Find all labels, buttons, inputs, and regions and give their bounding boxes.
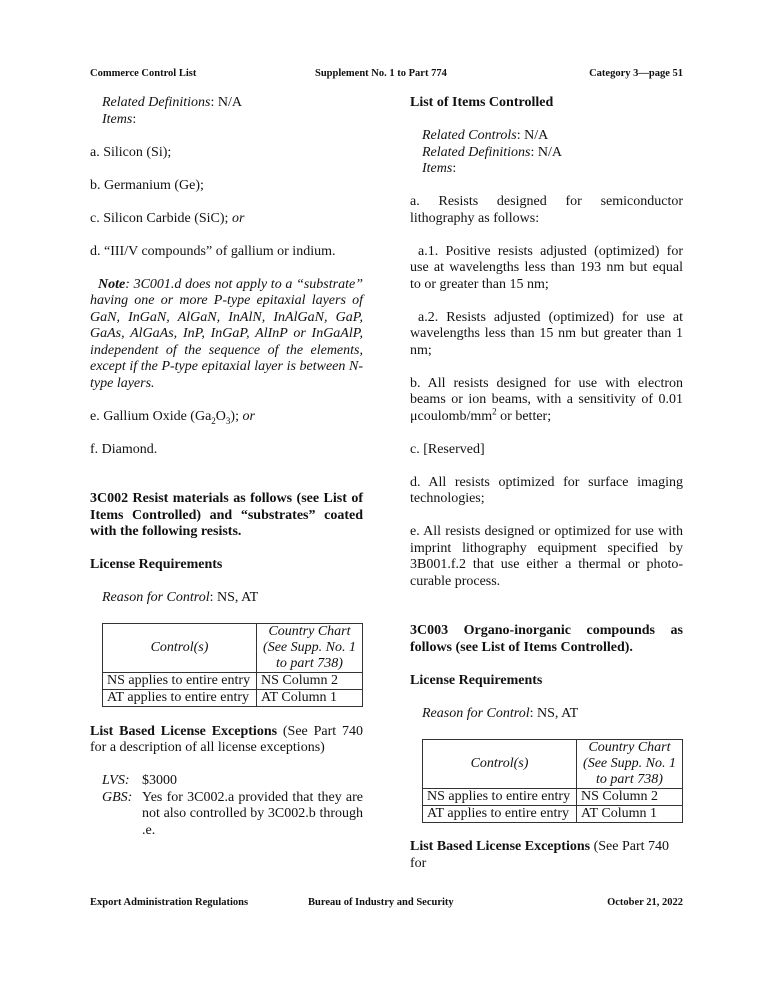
note: Note: 3C001.d does not apply to a “substrate” having one or more P-type epitaxial layers of GaN, InGaN, AlGaN, InAlN, InAlGaN, GaP, GaAs, AlGaAs, InP, InGaP, AlInP or InGaAlP, independent of the sequence of the elements, except if the P-type epitaxial layer is between N-type layers.	[90, 276, 363, 391]
left-column	[90, 95, 363, 839]
list-item: d. All resists optimized for surface imaging technologies;	[410, 474, 683, 506]
list-item: a. Resists designed for semiconductor lithography as follows:	[410, 194, 683, 226]
header-control: Control(s)	[103, 624, 257, 673]
footer-center: Bureau of Industry and Security	[308, 897, 454, 908]
lble-paragraph: List Based License Exceptions (See Part 740 for	[410, 839, 670, 871]
items-label: Items:	[102, 111, 137, 127]
lble-paragraph: List Based License Exceptions (See Part 740 for a description of all license exceptions)	[90, 723, 363, 755]
reason-for-control: Reason for Control: NS, AT	[102, 590, 259, 605]
related-definitions: Related Definitions: N/A	[422, 144, 562, 160]
list-item: b. Germanium (Ge);	[90, 177, 204, 193]
list-item: a. Silicon (Si);	[90, 144, 172, 160]
exception-gbs: GBS: Yes for 3C002.a provided that they are not also controlled by 3C002.b through .e.	[102, 789, 363, 838]
entry-heading-3c003: 3C003 Organo-inorganic compounds as follows (see List of Items Controlled).	[410, 623, 683, 655]
header-country-chart: Country Chart (See Supp. No. 1 to part 738)	[257, 624, 363, 673]
country-chart-table	[102, 623, 363, 707]
list-item: a.2. Resists adjusted (optimized) for use at wavelengths less than 15 nm but greater than 1 nm;	[410, 309, 683, 358]
list-item: d. “III/V compounds” of gallium or indium.	[90, 243, 336, 259]
header-right: Category 3—page 51	[589, 68, 683, 79]
right-column	[410, 95, 683, 872]
header-left: Commerce Control List	[90, 68, 197, 79]
exception-lvs: LVS: $3000	[102, 773, 177, 788]
list-of-items-heading: List of Items Controlled	[410, 95, 554, 110]
table-row: AT applies to entire entry AT Column 1	[103, 690, 363, 707]
items-label: Items:	[422, 161, 457, 176]
table-header-row	[103, 624, 363, 673]
table-row: AT applies to entire entry AT Column 1	[423, 805, 683, 822]
list-item: a.1. Positive resists adjusted (optimized) for use at wavelengths less than 193 nm but equal to or greater than 15 nm;	[410, 243, 683, 292]
list-item: b. All resists designed for use with electron beams or ion beams, with a sensitivity of 0.01 μcoulomb/$mm^2$ or better;	[410, 375, 683, 424]
list-item: f. Diamond.	[90, 441, 158, 457]
table-header-row	[423, 739, 683, 788]
license-requirements-heading: License Requirements	[90, 557, 223, 572]
list-item: c. [Reserved]	[410, 441, 485, 457]
footer-left: Export Administration Regulations	[90, 897, 249, 908]
table-row: NS applies to entire entry NS Column 2	[103, 673, 363, 690]
footer-right: October 21, 2022	[607, 897, 683, 908]
header-control: Control(s)	[423, 739, 577, 788]
license-requirements-heading: License Requirements	[410, 672, 543, 688]
header-center: Supplement No. 1 to Part 774	[315, 68, 447, 79]
list-item: e. All resists designed or optimized for use with imprint lithography equipment specified by 3B001.f.2 that use either a thermal or photo-curable process.	[410, 524, 683, 589]
reason-for-control: Reason for Control: NS, AT	[422, 705, 579, 721]
related-definitions: Related Definitions: N/A	[102, 95, 242, 110]
related-controls: Related Controls: N/A	[422, 128, 549, 143]
entry-heading-3c002: 3C002 Resist materials as follows (see List of Items Controlled) and “substrates” coated with the following resists.	[90, 491, 363, 539]
list-item: e. Gallium Oxide $(Ga_2O_3)$; or	[90, 408, 255, 426]
header-country-chart: Country Chart (See Supp. No. 1 to part 738)	[577, 739, 683, 788]
list-item: c. Silicon Carbide (SiC); or	[90, 210, 245, 226]
table-row: NS applies to entire entry NS Column 2	[423, 788, 683, 805]
country-chart-table	[422, 739, 683, 823]
